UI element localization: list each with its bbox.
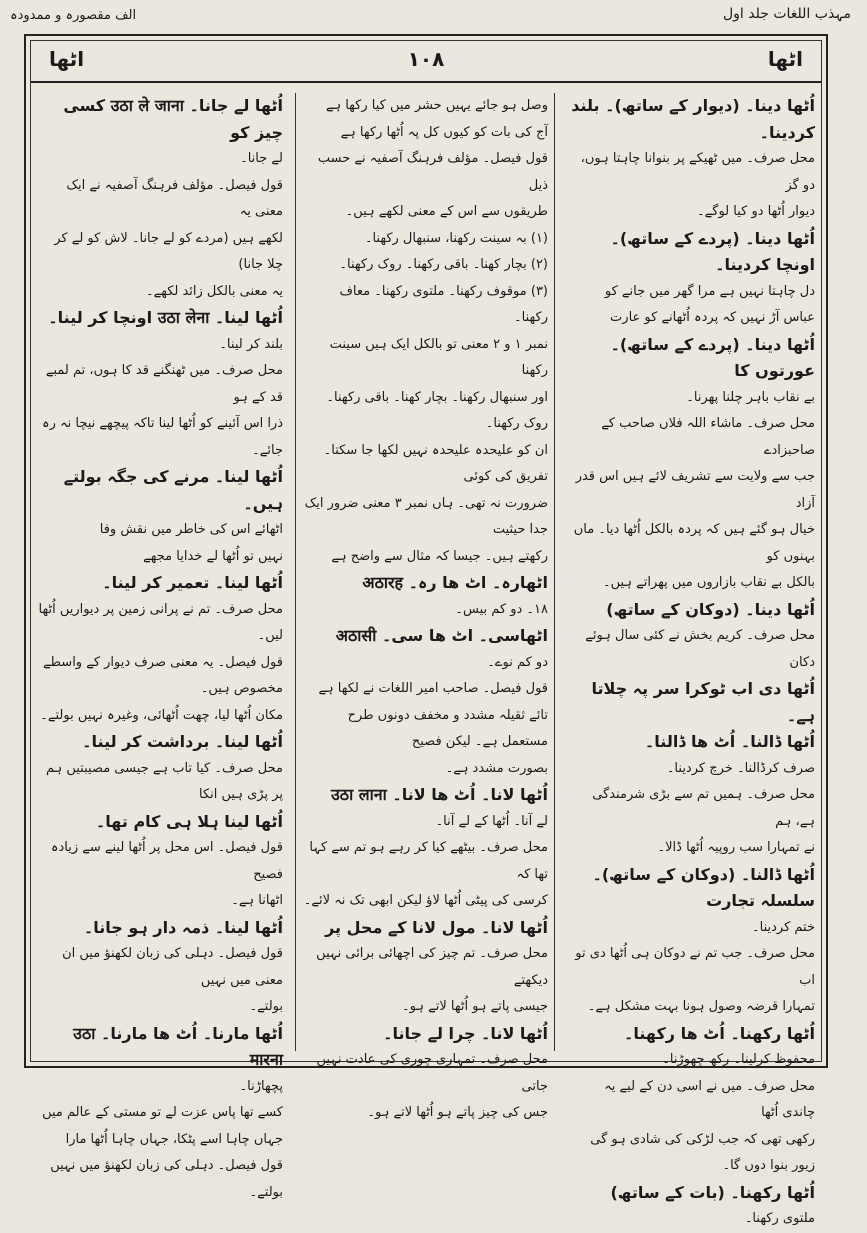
entry-line: قول فیصل۔ دہلی کی زبان لکھنؤ میں ان معنی میں نہیں	[62, 946, 283, 988]
entry-line: اٹھارہ۔ اٹ ھا رہ۔ अठारह	[362, 573, 548, 592]
entry-line: آج کی بات کو کیوں کل پہ اُٹھا رکھا ہے	[340, 124, 548, 140]
entry-line: اُٹھا رکھنا۔ (بات کے ساتھ)	[610, 1182, 815, 1202]
entry-line: کسے تھا پاس عزت لے تو مستی کے عالم میں	[42, 1105, 283, 1120]
entry-line: تائے ثقیلہ مشدد و مخفف دونوں طرح مستعمل ہے۔ لیکن فصیح	[347, 707, 548, 749]
entry-line: لکھے ہیں (مردے کو لے جانا۔ لاش کو لے کر چلا جانا)	[54, 230, 283, 272]
entry-line: اُٹھا ڈالنا۔ (دوکان کے ساتھ)۔ سلسلہ تجارت	[592, 864, 815, 910]
entry-line: یہ معنی بالکل زائد لکھے۔	[145, 283, 283, 299]
page-number: ۱۰۸	[407, 47, 445, 71]
entry-line: (۱) بہ سینت رکھنا، سنبھال رکھنا۔	[364, 230, 548, 246]
entry-line: نے تمہارا سب روپیہ اُٹھا ڈالا۔	[657, 840, 815, 855]
entry-line: ۱۸۔ دو کم بیس۔	[455, 601, 548, 617]
entry-line: بے نقاب باہر چلنا پھرنا۔	[686, 389, 815, 405]
page-frame	[24, 34, 828, 1226]
entry-line: اٹھائے اس کی خاطر میں نقش وفا	[99, 522, 283, 537]
entry-line: پچھاڑنا۔	[239, 1078, 283, 1094]
entry-line: اُٹھا دینا۔ (پردے کے ساتھ)۔ عورتوں کا	[610, 334, 815, 380]
column-right	[569, 93, 815, 1226]
entry-line: اُٹھا لانا۔ اُٹ ھا لانا۔ उठा लाना	[331, 785, 548, 804]
entry-line: اُٹھا لینا۔ مرنے کی جگہ بولتے ہیں۔	[63, 467, 283, 513]
entry-line: مکان اُٹھا لیا، چھت اُٹھائی، وغیرہ نہیں بولتے۔	[40, 707, 283, 723]
entry-line: دیوار اُٹھا دو کیا لوگے۔	[697, 204, 815, 219]
entry-line: محل صرف۔ جب تم نے دوکان ہی اُٹھا دی تو اب	[575, 946, 815, 988]
entry-line: اٹھانا ہے۔	[231, 893, 283, 908]
entry-line: جس کی چیز پاتے ہو اُٹھا لاتے ہو۔	[367, 1105, 548, 1120]
page-frame-inner	[30, 40, 822, 1226]
entry-line: اُٹھا لینا ہلا ہی کام تھا۔	[95, 811, 283, 831]
entry-line: رکھتے ہیں۔ جیسا کہ مثال سے واضح ہے	[331, 548, 548, 564]
entry-line: (۲) بچار کھنا۔ باقی رکھنا۔ روک رکھنا۔	[339, 257, 548, 272]
entry-line: صرف کرڈالنا۔ خرچ کردینا۔	[666, 760, 815, 776]
entry-line: ملتوی رکھنا۔	[744, 1211, 815, 1226]
entry-line: اُٹھا دی اب ٹوکرا سر پہ چلاتا ہے۔	[591, 679, 815, 725]
running-head-right: مہذب اللغات جلد اول	[722, 6, 851, 22]
entry-line: (۳) موقوف رکھنا۔ ملتوی رکھنا۔ معاف رکھنا۔	[339, 283, 548, 325]
entry-line: دو کم نوے۔	[487, 654, 548, 670]
entry-line: قول فیصل۔ مؤلف فرہنگ آصفیہ نے ایک معنی یہ	[66, 177, 283, 219]
entry-line: قول فیصل۔ اس محل پر اُٹھا لینے سے زیادہ فصیح	[50, 840, 283, 882]
entry-line: دل چاہتا نہیں ہے مرا گھر میں جانے کو	[604, 283, 815, 299]
entry-line: اُٹھا لانا۔ چرا لے جانا۔	[383, 1023, 548, 1043]
entry-line: لے جانا۔	[240, 151, 283, 166]
entry-line: ذرا اس آئینے کو اُٹھا لینا تاکہ پیچھے نیچا نہ رہ جائے۔	[42, 416, 283, 458]
entry-line: محل صرف۔ تم چیز کی اچھائی برائی نہیں دیکھتے	[316, 946, 548, 988]
entry-line: اُٹھا دینا۔ (دوکان کے ساتھ)	[606, 599, 815, 619]
entry-line: بولتے۔	[249, 999, 283, 1014]
entry-line: اُٹھا لینا۔ उठा लेना اونچا کر لینا۔	[48, 308, 283, 327]
entry-line: قول فیصل۔ یہ معنی صرف دیوار کے واسطے مخصوص ہیں۔	[43, 654, 283, 696]
entry-line: اُٹھا لینا۔ ذمہ دار ہو جانا۔	[83, 917, 283, 937]
entry-line: بلند کر لینا۔	[219, 336, 283, 352]
entry-line: محل صرف۔ میں ٹھنگنے قد کا ہوں، تم لمبے قد کے ہو	[45, 363, 283, 405]
entry-line: محل صرف۔ کریم بخش نے کئی سال ہوئے دکان	[585, 628, 815, 670]
entry-line: رکھی تھی کہ جب لڑکی کی شادی ہو گی زیور بنوا دوں گا۔	[590, 1131, 815, 1173]
entry-line: محل صرف۔ تم نے پرانی زمین پر دیواریں اُٹھا لیں۔	[38, 601, 283, 643]
entry-line: بالکل بے نقاب بازاروں میں پھراتے ہیں۔	[602, 575, 815, 590]
entry-line: کرسی کی پیٹی اُٹھا لاؤ لیکن ابھی تک نہ لائے۔	[303, 893, 548, 908]
entry-line: جب سے ولایت سے تشریف لائے ہیں اس قدر آزاد	[575, 469, 815, 511]
entry-line: اُٹھا لینا۔ برداشت کر لینا۔	[82, 732, 283, 751]
entry-line: اُٹھا لے جانا۔ उठा ले जाना کسی چیز کو	[63, 96, 283, 142]
entry-line: محل صرف۔ کیا تاب ہے جیسی مصیبتیں ہم پر پڑی ہیں انکا	[45, 760, 283, 802]
entry-line: جیسی پاتے ہو اُٹھا لاتے ہو۔	[402, 999, 548, 1014]
entry-line: قول فیصل۔ صاحب امیر اللغات نے لکھا ہے	[318, 681, 548, 696]
column-left	[35, 93, 283, 1200]
entry-line: نمبر ۱ و ۲ معنی تو بالکل ایک ہیں سینت رکھنا	[329, 336, 548, 378]
entry-line: محل صرف۔ میں ٹھیکے پر بنوانا چاہتا ہوں، دو گز	[580, 151, 815, 193]
entry-line: اُٹھا دینا۔ (پردے کے ساتھ)۔ اونچا کردینا۔	[610, 228, 815, 274]
running-head-left: الف مقصورہ و ممدودہ	[10, 8, 137, 23]
entry-line: جہاں چاہا اسے پٹکا، جہاں چاہا اُٹھا مارا	[65, 1131, 283, 1147]
entry-line: ان کو علیحدہ علیحدہ نہیں لکھا جا سکتا۔ تفریق کی کوئی	[323, 442, 548, 484]
entry-line: محل صرف۔ میں نے اسی دن کے لیے یہ چاندی اُٹھا	[604, 1078, 815, 1120]
entry-line: وصل ہو جائے یہیں حشر میں کیا رکھا ہے	[325, 98, 548, 113]
entry-line: تمہارا قرضہ وصول ہونا بہت مشکل ہے۔	[587, 999, 815, 1014]
entry-line: اُٹھا دینا۔ (دیوار کے ساتھ)۔ بلند کردینا۔	[571, 96, 815, 142]
header-bar	[31, 41, 821, 83]
entry-line: محل صرف۔ بیٹھے کیا کر رہے ہو تم سے کہا تھا کہ	[309, 840, 548, 882]
entry-line: اُٹھا رکھنا۔ اُٹ ھا رکھنا۔	[624, 1023, 815, 1043]
entry-line: محفوظ کرلینا۔ رکھ چھوڑنا۔	[662, 1052, 815, 1067]
entry-line: اور سنبھال رکھنا۔ بچار کھنا۔ باقی رکھنا۔ روک رکھنا۔	[326, 389, 548, 431]
entry-line: لے آنا۔ اُٹھا کے لے آنا۔	[435, 813, 548, 829]
entry-line: اُٹھا لانا۔ مول لانا کے محل پر	[325, 917, 548, 937]
header-right-word: اٹھا	[767, 47, 803, 71]
entry-line: خیال ہو گئے ہیں کہ پردہ بالکل اُٹھا دیا۔ ماں بہنوں کو	[573, 522, 815, 564]
column-middle	[295, 93, 555, 1120]
entry-line: قول فیصل۔ مؤلف فرہنگ آصفیہ نے حسب ذیل	[317, 151, 548, 193]
entry-line: ضرورت نہ تھی۔ ہاں نمبر ۳ معنی ضرور ایک جدا حیثیت	[304, 495, 548, 537]
entry-line: محل صرف۔ ہمیں تم سے بڑی شرمندگی ہے، ہم	[592, 787, 815, 829]
entry-line: محل صرف۔ تمہاری چوری کی عادت نہیں جاتی	[316, 1052, 548, 1094]
header-left-word: اٹھا	[49, 47, 85, 71]
entry-line: اُٹھا لینا۔ تعمیر کر لینا۔	[102, 573, 283, 592]
entry-line: محل صرف۔ ماشاء اللہ فلاں صاحب کے صاحبزادے	[601, 416, 815, 458]
entry-line: قول فیصل۔ دہلی کی زبان لکھنؤ میں نہیں بولتے۔	[50, 1158, 283, 1200]
entry-line: ختم کردینا۔	[751, 919, 815, 935]
entry-line: اٹھاسی۔ اٹ ھا سی۔ अठासी	[335, 626, 548, 645]
entry-line: اُٹھا ڈالنا۔ اُٹ ھا ڈالنا۔	[644, 732, 815, 751]
entry-line: نہیں تو اُٹھا لے خدایا مجھے	[143, 548, 283, 564]
entry-line: طریقوں سے اس کے معنی لکھے ہیں۔	[345, 204, 548, 219]
entry-line: اُٹھا مارنا۔ اُٹ ھا مارنا۔ उठा मारना	[73, 1023, 283, 1069]
entry-line: عباس آڑ نہیں کہ پردہ اُٹھانے کو عارت	[610, 310, 815, 325]
entry-line: بصورت مشدد ہے۔	[445, 760, 548, 776]
